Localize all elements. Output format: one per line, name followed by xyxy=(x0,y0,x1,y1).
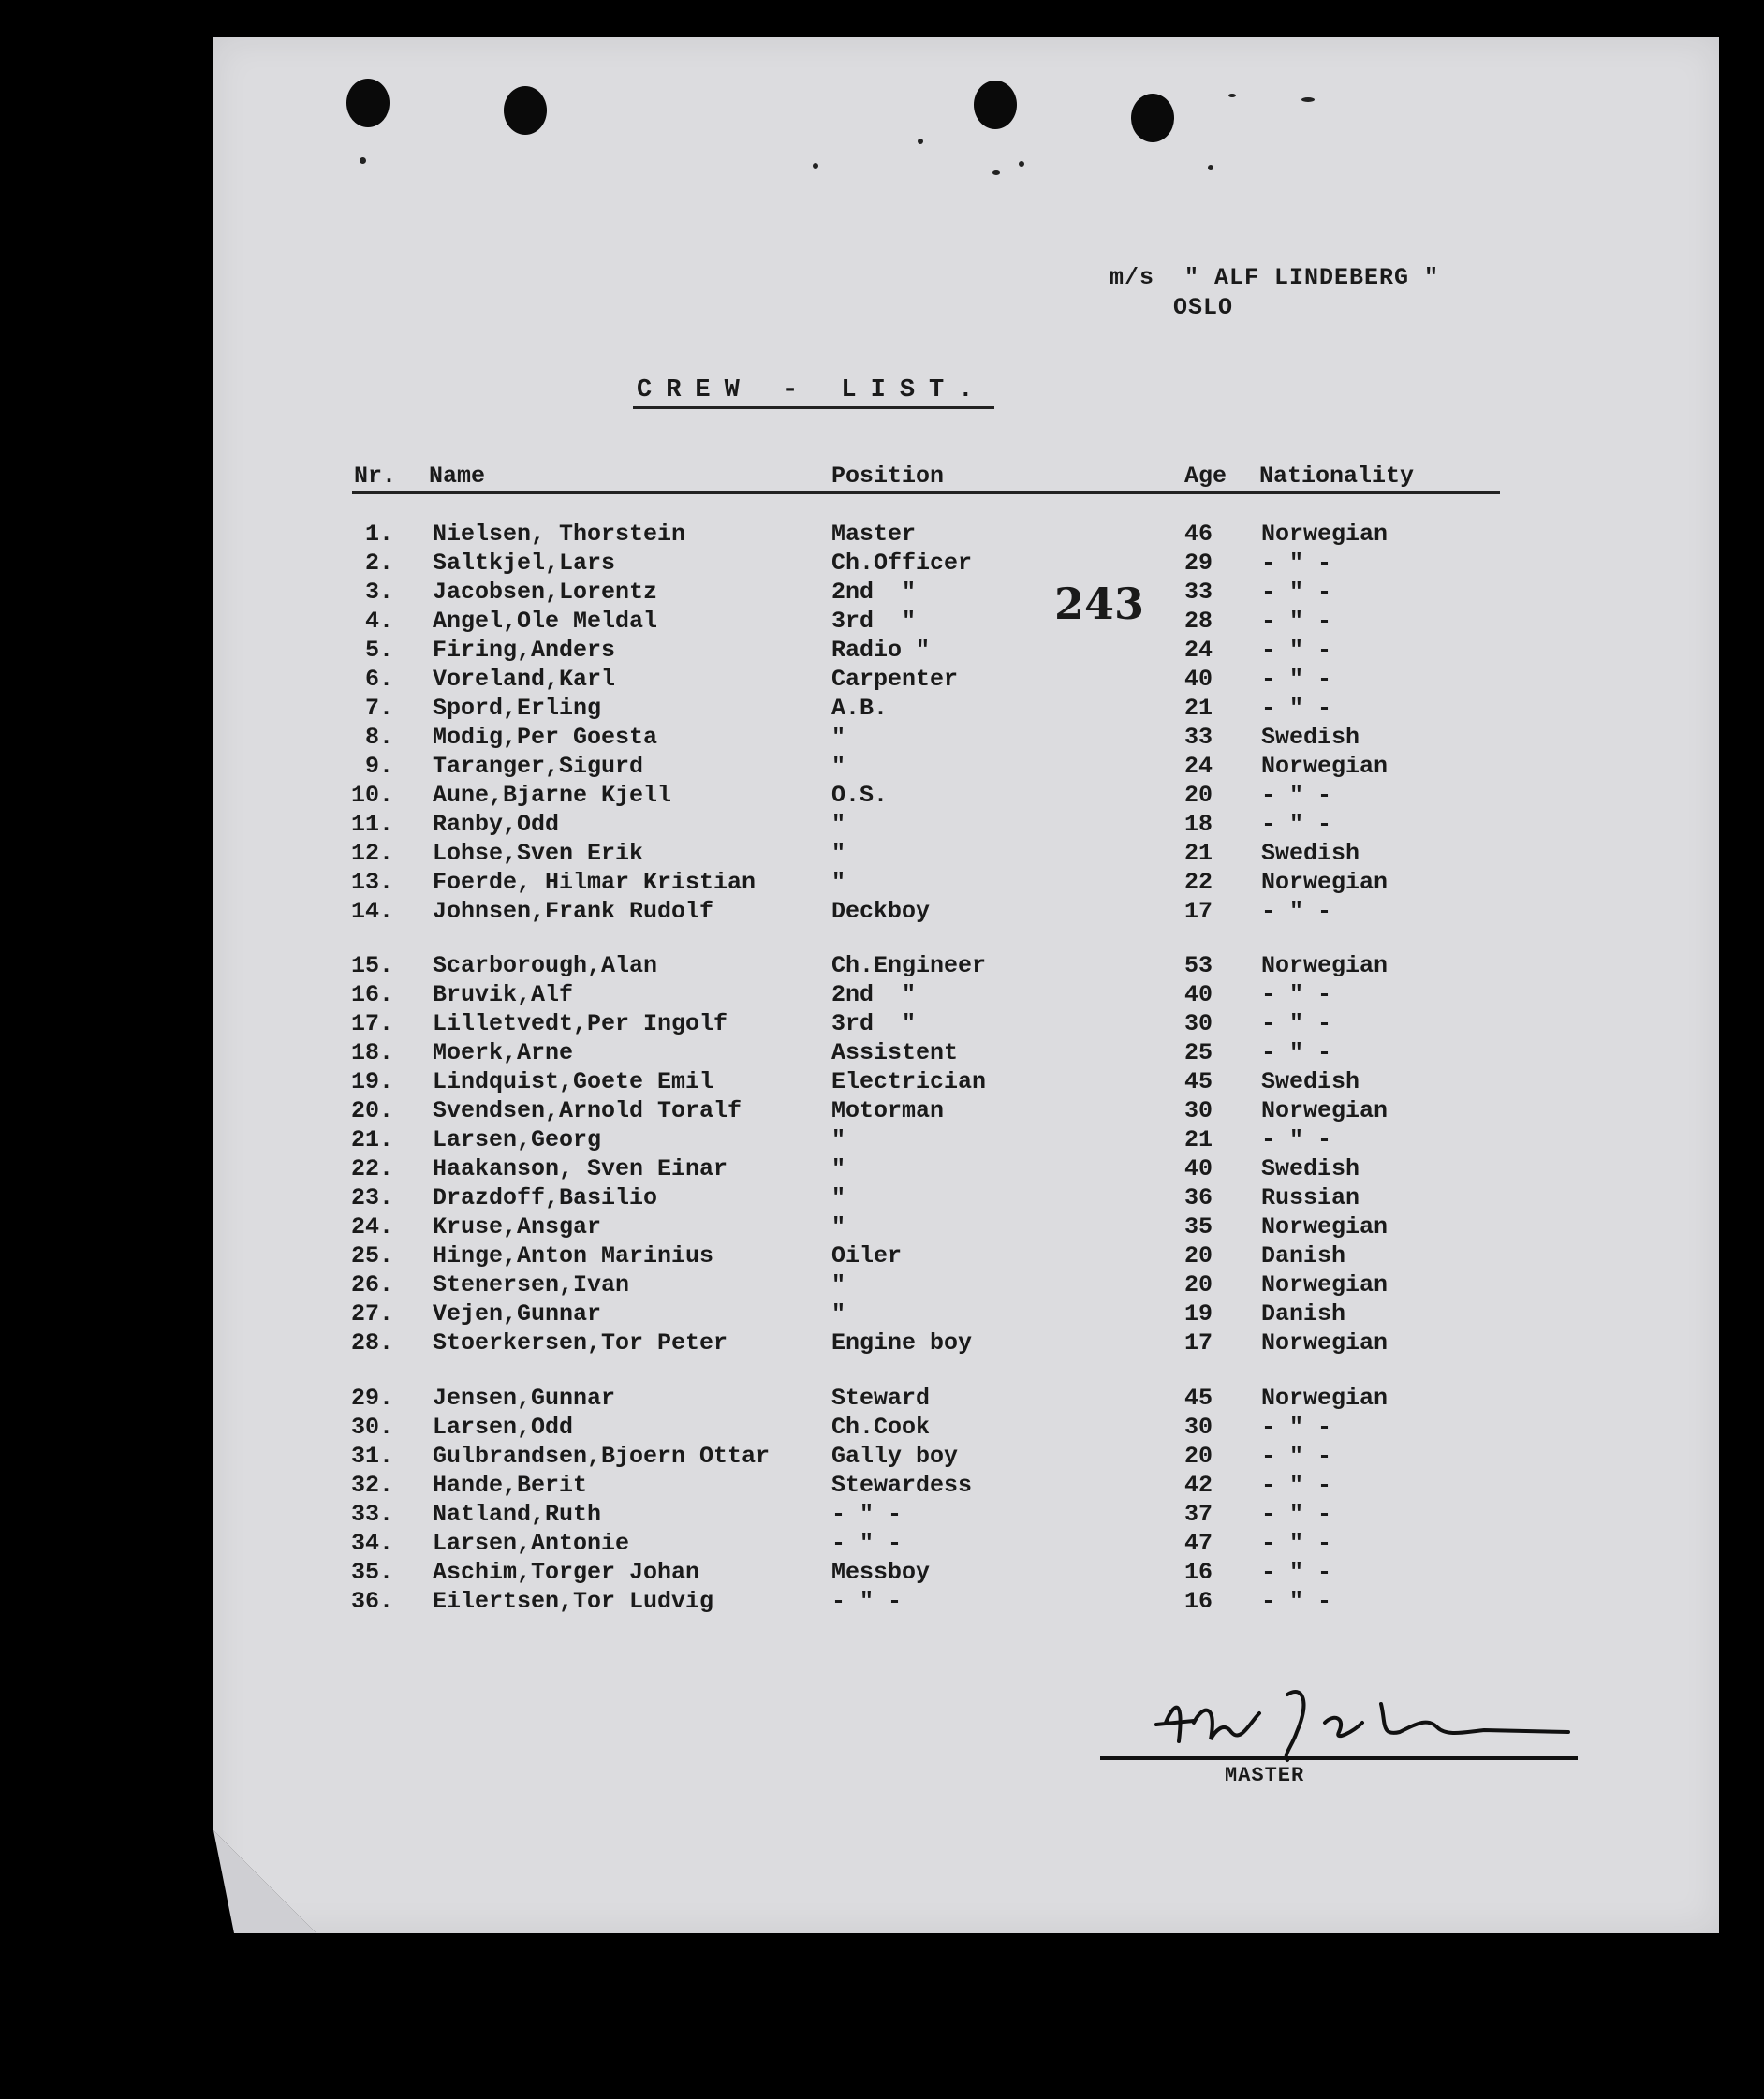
table-row xyxy=(0,1213,1764,1242)
crew-nr: 15. xyxy=(350,952,393,979)
crew-nationality: - " - xyxy=(1261,1443,1332,1470)
table-row xyxy=(0,1385,1764,1414)
crew-nationality: - " - xyxy=(1261,1414,1332,1441)
crew-nr: 24. xyxy=(350,1213,393,1240)
crew-position: " xyxy=(831,724,846,751)
crew-age: 30 xyxy=(1184,1010,1213,1037)
crew-name: Vejen,Gunnar xyxy=(433,1300,602,1328)
signature-caption: MASTER xyxy=(1225,1764,1305,1787)
crew-age: 17 xyxy=(1184,1329,1213,1357)
crew-position: " xyxy=(831,1126,846,1153)
crew-age: 25 xyxy=(1184,1039,1213,1066)
crew-nationality: - " - xyxy=(1261,782,1332,809)
crew-position: O.S. xyxy=(831,782,889,809)
crew-nr: 7. xyxy=(364,695,393,722)
crew-age: 24 xyxy=(1184,753,1213,780)
crew-name: Johnsen,Frank Rudolf xyxy=(433,898,714,925)
crew-name: Saltkjel,Lars xyxy=(433,550,616,577)
crew-nationality: Swedish xyxy=(1261,1068,1360,1095)
ship-port: OSLO xyxy=(1173,294,1234,321)
crew-age: 19 xyxy=(1184,1300,1213,1328)
crew-nationality: Norwegian xyxy=(1261,521,1389,548)
crew-nr: 20. xyxy=(350,1097,393,1124)
crew-nr: 26. xyxy=(350,1271,393,1299)
table-row xyxy=(0,981,1764,1010)
table-row xyxy=(0,1242,1764,1271)
crew-name: Stenersen,Ivan xyxy=(433,1271,630,1299)
crew-name: Bruvik,Alf xyxy=(433,981,574,1008)
crew-nr: 19. xyxy=(350,1068,393,1095)
speck xyxy=(813,163,818,169)
crew-nr: 17. xyxy=(350,1010,393,1037)
crew-position: Ch.Cook xyxy=(831,1414,931,1441)
crew-name: Jacobsen,Lorentz xyxy=(433,579,658,606)
crew-position: 3rd " xyxy=(831,608,917,635)
crew-nr: 6. xyxy=(364,666,393,693)
crew-name: Haakanson, Sven Einar xyxy=(433,1155,728,1182)
crew-nr: 1. xyxy=(364,521,393,548)
crew-name: Larsen,Georg xyxy=(433,1126,602,1153)
header-nr: Nr. xyxy=(354,462,397,490)
crew-name: Taranger,Sigurd xyxy=(433,753,644,780)
crew-nr: 23. xyxy=(350,1184,393,1211)
crew-position: " xyxy=(831,1184,846,1211)
crew-name: Modig,Per Goesta xyxy=(433,724,658,751)
crew-age: 40 xyxy=(1184,1155,1213,1182)
table-row xyxy=(0,695,1764,724)
title-underline xyxy=(633,406,994,409)
table-row xyxy=(0,840,1764,869)
header-age: Age xyxy=(1184,462,1227,490)
crew-nr: 13. xyxy=(350,869,393,896)
header-nationality: Nationality xyxy=(1259,462,1415,490)
crew-nationality: - " - xyxy=(1261,981,1332,1008)
table-row xyxy=(0,550,1764,579)
crew-position: Carpenter xyxy=(831,666,959,693)
crew-nr: 28. xyxy=(350,1329,393,1357)
table-row xyxy=(0,1443,1764,1472)
table-row xyxy=(0,1329,1764,1358)
crew-name: Hinge,Anton Marinius xyxy=(433,1242,714,1270)
crew-nationality: - " - xyxy=(1261,550,1332,577)
crew-name: Kruse,Ansgar xyxy=(433,1213,602,1240)
table-row xyxy=(0,1530,1764,1559)
crew-age: 35 xyxy=(1184,1213,1213,1240)
crew-position: A.B. xyxy=(831,695,889,722)
crew-nationality: - " - xyxy=(1261,1126,1332,1153)
crew-name: Spord,Erling xyxy=(433,695,602,722)
crew-nationality: - " - xyxy=(1261,666,1332,693)
crew-position: - " - xyxy=(831,1501,903,1528)
crew-nr: 34. xyxy=(350,1530,393,1557)
crew-name: Angel,Ole Meldal xyxy=(433,608,658,635)
crew-age: 30 xyxy=(1184,1414,1213,1441)
crew-nationality: Russian xyxy=(1261,1184,1360,1211)
crew-nr: 36. xyxy=(350,1588,393,1615)
crew-position: Deckboy xyxy=(831,898,931,925)
crew-age: 33 xyxy=(1184,724,1213,751)
crew-age: 16 xyxy=(1184,1559,1213,1586)
crew-name: Aschim,Torger Johan xyxy=(433,1559,700,1586)
crew-name: Moerk,Arne xyxy=(433,1039,574,1066)
crew-age: 46 xyxy=(1184,521,1213,548)
crew-position: " xyxy=(831,869,846,896)
crew-nr: 12. xyxy=(350,840,393,867)
crew-position: Master xyxy=(831,521,917,548)
crew-nationality: - " - xyxy=(1261,1501,1332,1528)
crew-nr: 33. xyxy=(350,1501,393,1528)
crew-position: Assistent xyxy=(831,1039,959,1066)
table-row xyxy=(0,1300,1764,1329)
crew-nationality: Norwegian xyxy=(1261,952,1389,979)
crew-position: " xyxy=(831,1300,846,1328)
punch-hole xyxy=(1131,94,1174,142)
table-row xyxy=(0,666,1764,695)
crew-nationality: - " - xyxy=(1261,898,1332,925)
crew-nr: 4. xyxy=(364,608,393,635)
speck xyxy=(992,170,1000,175)
crew-position: Engine boy xyxy=(831,1329,973,1357)
crew-age: 33 xyxy=(1184,579,1213,606)
speck xyxy=(1301,97,1315,102)
page-title: CREW - LIST. xyxy=(637,376,988,404)
crew-nr: 32. xyxy=(350,1472,393,1499)
ship-name: m/s " ALF LINDEBERG " xyxy=(1110,264,1440,291)
crew-position: - " - xyxy=(831,1530,903,1557)
crew-name: Jensen,Gunnar xyxy=(433,1385,616,1412)
crew-nr: 11. xyxy=(350,811,393,838)
table-row xyxy=(0,811,1764,840)
punch-hole xyxy=(504,86,547,135)
table-row xyxy=(0,1501,1764,1530)
crew-age: 30 xyxy=(1184,1097,1213,1124)
crew-age: 47 xyxy=(1184,1530,1213,1557)
table-row xyxy=(0,952,1764,981)
header-name: Name xyxy=(429,462,486,490)
crew-nr: 2. xyxy=(364,550,393,577)
table-row xyxy=(0,1068,1764,1097)
crew-name: Aune,Bjarne Kjell xyxy=(433,782,672,809)
crew-nr: 29. xyxy=(350,1385,393,1412)
crew-name: Foerde, Hilmar Kristian xyxy=(433,869,757,896)
crew-nr: 9. xyxy=(364,753,393,780)
table-row xyxy=(0,869,1764,898)
crew-position: Oiler xyxy=(831,1242,903,1270)
crew-position: Steward xyxy=(831,1385,931,1412)
crew-age: 21 xyxy=(1184,695,1213,722)
crew-position: Messboy xyxy=(831,1559,931,1586)
crew-age: 16 xyxy=(1184,1588,1213,1615)
crew-nationality: - " - xyxy=(1261,1559,1332,1586)
crew-name: Drazdoff,Basilio xyxy=(433,1184,658,1211)
crew-nationality: - " - xyxy=(1261,1010,1332,1037)
crew-nationality: Danish xyxy=(1261,1242,1346,1270)
crew-age: 17 xyxy=(1184,898,1213,925)
crew-name: Stoerkersen,Tor Peter xyxy=(433,1329,728,1357)
crew-age: 45 xyxy=(1184,1068,1213,1095)
crew-nr: 21. xyxy=(350,1126,393,1153)
stamp-number: 243 xyxy=(1054,579,1145,629)
crew-nationality: - " - xyxy=(1261,695,1332,722)
table-row xyxy=(0,1010,1764,1039)
crew-position: " xyxy=(831,811,846,838)
crew-age: 37 xyxy=(1184,1501,1213,1528)
crew-nationality: Norwegian xyxy=(1261,1329,1389,1357)
table-row xyxy=(0,1271,1764,1300)
crew-position: " xyxy=(831,840,846,867)
crew-position: 2nd " xyxy=(831,579,917,606)
crew-age: 28 xyxy=(1184,608,1213,635)
header-position: Position xyxy=(831,462,945,490)
table-row xyxy=(0,521,1764,550)
crew-nationality: - " - xyxy=(1261,1039,1332,1066)
punch-hole xyxy=(974,81,1017,129)
crew-age: 20 xyxy=(1184,1443,1213,1470)
crew-position: Ch.Engineer xyxy=(831,952,987,979)
crew-nationality: Norwegian xyxy=(1261,1271,1389,1299)
crew-nationality: Norwegian xyxy=(1261,753,1389,780)
table-row xyxy=(0,1097,1764,1126)
crew-name: Voreland,Karl xyxy=(433,666,616,693)
crew-position: Radio " xyxy=(831,637,931,664)
crew-age: 40 xyxy=(1184,666,1213,693)
crew-name: Scarborough,Alan xyxy=(433,952,658,979)
table-row xyxy=(0,1414,1764,1443)
crew-nr: 8. xyxy=(364,724,393,751)
crew-position: Electrician xyxy=(831,1068,987,1095)
crew-position: Stewardess xyxy=(831,1472,973,1499)
crew-nr: 30. xyxy=(350,1414,393,1441)
crew-name: Gulbrandsen,Bjoern Ottar xyxy=(433,1443,771,1470)
crew-nr: 35. xyxy=(350,1559,393,1586)
table-row xyxy=(0,753,1764,782)
table-row xyxy=(0,1184,1764,1213)
crew-name: Hande,Berit xyxy=(433,1472,588,1499)
crew-position: Motorman xyxy=(831,1097,945,1124)
crew-name: Larsen,Antonie xyxy=(433,1530,630,1557)
crew-nr: 3. xyxy=(364,579,393,606)
crew-nr: 5. xyxy=(364,637,393,664)
crew-nationality: - " - xyxy=(1261,637,1332,664)
crew-age: 40 xyxy=(1184,981,1213,1008)
crew-name: Lohse,Sven Erik xyxy=(433,840,644,867)
crew-name: Lilletvedt,Per Ingolf xyxy=(433,1010,728,1037)
crew-age: 21 xyxy=(1184,840,1213,867)
crew-nationality: Norwegian xyxy=(1261,869,1389,896)
table-row xyxy=(0,1126,1764,1155)
table-row xyxy=(0,1559,1764,1588)
crew-name: Eilertsen,Tor Ludvig xyxy=(433,1588,714,1615)
crew-nationality: - " - xyxy=(1261,579,1332,606)
crew-name: Firing,Anders xyxy=(433,637,616,664)
speck xyxy=(1228,94,1236,97)
crew-nationality: Swedish xyxy=(1261,1155,1360,1182)
crew-name: Nielsen, Thorstein xyxy=(433,521,686,548)
crew-name: Ranby,Odd xyxy=(433,811,560,838)
master-signature xyxy=(1100,1666,1587,1779)
crew-nr: 25. xyxy=(350,1242,393,1270)
crew-nr: 22. xyxy=(350,1155,393,1182)
crew-position: 2nd " xyxy=(831,981,917,1008)
crew-age: 29 xyxy=(1184,550,1213,577)
crew-nationality: - " - xyxy=(1261,608,1332,635)
crew-nr: 14. xyxy=(350,898,393,925)
speck xyxy=(918,139,923,144)
table-row xyxy=(0,898,1764,927)
crew-nationality: Swedish xyxy=(1261,840,1360,867)
crew-age: 20 xyxy=(1184,1242,1213,1270)
crew-nationality: - " - xyxy=(1261,1588,1332,1615)
crew-name: Larsen,Odd xyxy=(433,1414,574,1441)
table-row xyxy=(0,637,1764,666)
table-row xyxy=(0,1155,1764,1184)
speck xyxy=(360,157,366,164)
crew-age: 53 xyxy=(1184,952,1213,979)
crew-age: 45 xyxy=(1184,1385,1213,1412)
crew-nr: 10. xyxy=(350,782,393,809)
crew-age: 24 xyxy=(1184,637,1213,664)
crew-name: Svendsen,Arnold Toralf xyxy=(433,1097,742,1124)
crew-nationality: - " - xyxy=(1261,1530,1332,1557)
table-row xyxy=(0,1472,1764,1501)
table-row xyxy=(0,608,1764,637)
crew-age: 22 xyxy=(1184,869,1213,896)
crew-nationality: Norwegian xyxy=(1261,1213,1389,1240)
crew-nationality: - " - xyxy=(1261,811,1332,838)
speck xyxy=(1019,161,1024,167)
table-row xyxy=(0,579,1764,608)
crew-position: - " - xyxy=(831,1588,903,1615)
crew-name: Natland,Ruth xyxy=(433,1501,602,1528)
table-row xyxy=(0,724,1764,753)
speck xyxy=(1208,165,1213,170)
crew-age: 36 xyxy=(1184,1184,1213,1211)
crew-nr: 18. xyxy=(350,1039,393,1066)
crew-nationality: - " - xyxy=(1261,1472,1332,1499)
crew-position: 3rd " xyxy=(831,1010,917,1037)
punch-hole xyxy=(346,79,390,127)
crew-name: Lindquist,Goete Emil xyxy=(433,1068,714,1095)
crew-nr: 31. xyxy=(350,1443,393,1470)
crew-position: " xyxy=(831,753,846,780)
header-underline xyxy=(352,491,1500,494)
table-row xyxy=(0,782,1764,811)
crew-age: 18 xyxy=(1184,811,1213,838)
crew-nr: 27. xyxy=(350,1300,393,1328)
crew-age: 21 xyxy=(1184,1126,1213,1153)
crew-position: Gally boy xyxy=(831,1443,959,1470)
crew-nationality: Norwegian xyxy=(1261,1385,1389,1412)
crew-nationality: Danish xyxy=(1261,1300,1346,1328)
crew-age: 20 xyxy=(1184,782,1213,809)
crew-position: Ch.Officer xyxy=(831,550,973,577)
crew-age: 42 xyxy=(1184,1472,1213,1499)
crew-nationality: Swedish xyxy=(1261,724,1360,751)
crew-position: " xyxy=(831,1213,846,1240)
table-row xyxy=(0,1588,1764,1617)
crew-age: 20 xyxy=(1184,1271,1213,1299)
crew-position: " xyxy=(831,1155,846,1182)
crew-position: " xyxy=(831,1271,846,1299)
crew-nationality: Norwegian xyxy=(1261,1097,1389,1124)
crew-nr: 16. xyxy=(350,981,393,1008)
table-row xyxy=(0,1039,1764,1068)
